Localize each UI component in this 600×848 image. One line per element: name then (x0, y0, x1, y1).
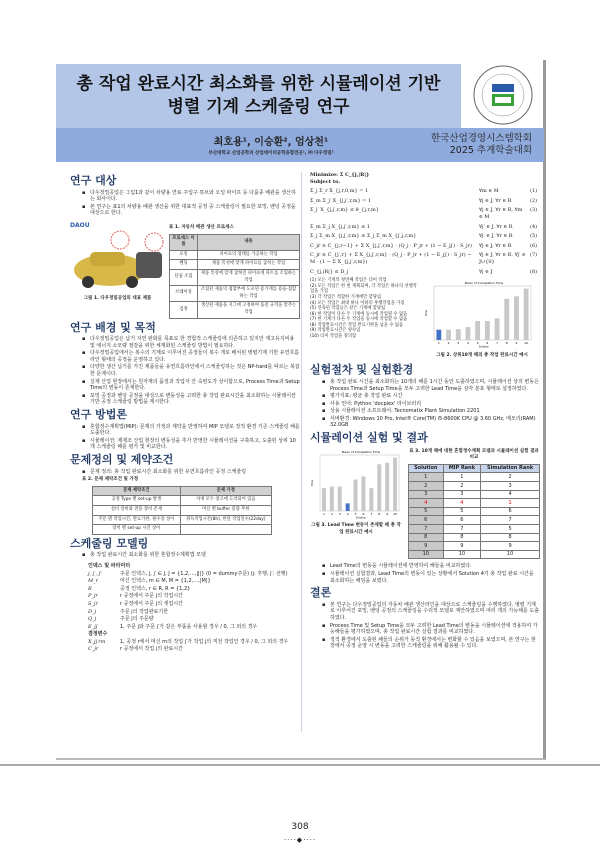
table-cell: 2 (481, 473, 540, 482)
left-column (70, 172, 300, 654)
parameter-row (88, 639, 300, 646)
table-cell: 브레이징 (170, 286, 198, 302)
section-heading: 실험절차 및 실험환경 (310, 363, 414, 377)
parameter-desc: 주문 j의 작업완료기한 (120, 608, 169, 615)
table-cell: 7 (409, 525, 444, 534)
x-tick-label: 4 (346, 511, 349, 516)
table-cell: 취득작업시간(8h), 한달 작업일수(22day) (180, 515, 271, 525)
bullet-list (82, 552, 300, 559)
poster-title (77, 73, 441, 119)
x-tick-label: 6 (362, 511, 365, 516)
bar (377, 464, 381, 511)
table-header: Simulation Rank (481, 464, 540, 473)
bar (504, 299, 509, 340)
x-axis-label: Solution (478, 345, 490, 349)
x-tick-label: 5 (354, 511, 357, 516)
chart-title: Mean of Completion Time (341, 449, 381, 454)
section-heading: 스케줄링 모델링 (70, 536, 149, 550)
bar (338, 486, 342, 510)
table-row (93, 525, 272, 535)
section-heading: 시뮬레이션 실험 및 결과 (310, 431, 428, 445)
table-3-caption: 표 3. 10개 해에 대한 혼합정수계획 모델과 시뮬레이션 실험 결과 비교 (409, 448, 539, 461)
x-tick-label: 7 (496, 341, 499, 346)
figure-2-caption: 그림 2. 상위10개 해의 총 작업 완료시간 예시 (436, 352, 528, 358)
table-2 (92, 486, 272, 535)
authors: 최호용¹, 이승환², 엄상천¹ (213, 137, 329, 148)
parameter-desc: 주문 인덱스, j, j′ ∈ J, J = {1,2,…,|J|} (0 = dummy주문) (j: 후행, j′: 선행) (120, 570, 288, 577)
constraint-note: (9) 작업완료시간은 양수임 (310, 328, 361, 334)
x-tick-label: 1 (322, 511, 325, 516)
x-tick-label: 3 (457, 341, 460, 346)
parameter-symbol: X_jj′rm (88, 638, 106, 645)
bullet-list (82, 469, 300, 476)
bullet-item: ▪ 정적 환경에서 도출된 해들의 순위가 동적 환경에서는 변화할 수 있음을 보였으며, 본 연구는 현장에서 공정 운영 시 변동을 고려한 스케줄링을 위해 활용될 수 있다. (322, 637, 540, 650)
table-row (409, 473, 540, 482)
table-row (409, 499, 540, 508)
bullet-item: ▪ 총 작업 완료시간 최소화를 위한 혼합정수계획법 모델 (82, 552, 300, 559)
parameter-symbol: Q_j (88, 616, 97, 623)
bullet-item: ▪ 총 작업 완료 시간을 최소화하는 10개의 해를 1시간 동안 도출하였으며, 시뮬레이션 상의 변동은 Process Time과 Setup Time을 모두 고려한 Lead Time을 삼각 분포 형태로 설정하였다. (322, 379, 540, 392)
chart-title: Mean of Completion Time (464, 281, 504, 286)
constraints (310, 188, 540, 275)
right-column (310, 172, 540, 651)
bullet-item: ▪ 본 연구는 표1의 차량용 배관 생산을 위한 대표적 공정 중 스케줄링이 필요한 포밍, 벤딩 공정을 대상으로 한다. (82, 204, 300, 217)
constraint-expr: Σ_j Σ_m X_{j,j′,r,m} ≤ Σ_j Σ_m X_{j′,j,r,m} (310, 233, 417, 240)
constraint-notes (310, 278, 420, 340)
constraint-expr: C_jr ≥ C_{j′,r} + Σ X_{j,j′,r,m} · (Q_j · P_jr + (1 − E_jj′) · S_jr) − M · (1 − Σ X_{j,j′,r,m}) (310, 252, 472, 265)
table-cell: 생산된 제품을 지그에 고정하여 품질 규격을 맞추는 작업 (198, 302, 300, 318)
x-tick-label: 9 (386, 511, 389, 516)
table-cell: 4 (409, 499, 444, 508)
table-cell: 9 (481, 542, 540, 551)
parameter-desc: 공정 인덱스, r ∈ R, R = {1,2} (120, 585, 191, 592)
bullet-item: ▪ 다우정밀공업에서는 복수의 기계로 이루어진 공정들이 복수 개로 배치된 병렬기계 기반 유연흐름라인 형태의 공정을 운영하고 있다. (82, 350, 300, 363)
constraint-domain: ∀j ∈ J, ∀r ∈ R, ∀m ∈ M (479, 207, 523, 220)
bullet-item: ▪ Lead Time의 변동을 시뮬레이션에 반영하여 해들을 비교하였다. (322, 563, 540, 570)
constraint-note: (8) 작업완료시간은 작업 완료기한을 넘을 수 없음 (310, 322, 404, 328)
x-tick-label: 8 (505, 341, 508, 346)
section-heading: 연구 방법론 (70, 408, 127, 422)
affiliation: 부산대학교 산업공학과 산업데이터공학융합전공¹, ㈜ 다우정밀² (208, 151, 334, 156)
constraint-domain: ∀j ∈ J (479, 268, 493, 275)
parameter-row (88, 571, 300, 578)
bar (436, 330, 441, 340)
section-heading: 연구 대상 (70, 174, 117, 187)
constraint-note: (2) 모든 작업은 한 번 계획되며, 각 작업은 하나의 선행작업을 가짐 (310, 283, 417, 295)
x-tick-label: 2 (330, 511, 333, 516)
university-seal-logo (464, 62, 542, 128)
constraint-expr: Σ_j′ X_{j,j′,r,m} ≤ θ_{j,r,m} (310, 207, 379, 214)
bar (354, 479, 358, 510)
constraint-domain: ∀j ∈ J, ∀r ∈ R, ∀j′ ∈ J∪{0} (479, 252, 526, 265)
parameter-symbol: M_r (88, 578, 99, 585)
parameter-desc: 1, 주문 j와 주문 j′가 같은 부품을 사용할 경우 / 0, 그 외의 경우 (120, 623, 258, 630)
bullet-item: ▪ 시뮬레이션 실험결과, Lead Time의 변동이 있는 상황에서 Solution 4가 총 작업 완료 시간을 최소화하는 해임을 보였다. (322, 571, 540, 584)
parameter-symbol: C_jr (88, 646, 99, 653)
section-heading: 연구 배경 및 목적 (70, 320, 156, 334)
parameter-row (88, 616, 300, 623)
bullet-item: ▪ Process Time 및 Setup Time을 모두 고려한 Lead Time의 변동을 시뮬레이션에 적용하여 가능해들을 평가하였으며, 총 작업 완료시간 실험 결과를 비교하였다. (322, 623, 540, 636)
table-2-caption: 표 2. 문제 제약조건 및 가정 (82, 477, 139, 483)
figure-1 (70, 223, 165, 319)
table-cell: 1 (409, 473, 444, 482)
constraint-expr: Σ_m Σ_j X_{j,j′,r,m} ≤ 1 (310, 223, 371, 230)
table-cell: 5 (409, 507, 444, 516)
table-1 (169, 234, 300, 319)
bar (385, 462, 389, 510)
table-header: 프로세스 이름 (170, 234, 198, 250)
bullet-item: ▪ 다우정밀공업은 그림1과 같이 차량용 연료 주입구 튜브와 오일 파이프 등 다품종 배관을 생산하는 회사이다. (82, 190, 300, 203)
bullet-list (322, 379, 540, 429)
constraint-domain: ∀j′ ∈ J, ∀r ∈ R (479, 223, 513, 230)
table-header: 문제 가정 (180, 486, 271, 496)
figure-2-chart (424, 278, 534, 348)
table-header: MIP Rank (443, 464, 481, 473)
bar (475, 321, 480, 340)
figure-3-chart (310, 447, 402, 519)
table-row (93, 496, 272, 506)
table-cell: 8 (443, 533, 481, 542)
parameter-row (88, 593, 300, 600)
parameter-symbol: j, j′, j″ (88, 570, 103, 577)
bullet-item: ▪ 다우정밀공업은 납기 지연 완화를 목표로 한 경험적 스케줄링에 의존하고 있지만 재고유지비용 및 에너지 소모량 절감을 위한 체계화된 스케줄링 방법이 필요하다. (82, 336, 300, 349)
constraint-number: (4) (530, 223, 538, 230)
table-row (409, 542, 540, 551)
bullet-item: ▪ 문제 정의: 총 작업 완료시간 최소화를 위한 유연흐름라인 공정 스케줄링 (82, 469, 300, 476)
constraint-domain: ∀j′ ∈ J, ∀r ∈ R (479, 233, 513, 240)
bar (514, 296, 519, 340)
table-row (409, 516, 540, 525)
constraint-expr: Σ_j Σ_r X_{j,r,0,m} = 1 (310, 188, 369, 195)
constraint-number: (1) (530, 188, 538, 195)
table-cell: 2 (409, 482, 444, 491)
bar (330, 486, 334, 510)
bullet-item: ▪ 상용 시뮬레이션 소프트웨어: Tecnomatix Plant Simulation 2201 (322, 408, 540, 415)
x-tick-label: 5 (476, 341, 479, 346)
constraint-expr: C_jr ≥ C_{j,r−1} + Σ X_{j,j′,r,m} · (Q_j · P_jr + (1 − E_jj′) · S_jr) (310, 242, 472, 249)
table-cell: 포밍 (170, 250, 198, 260)
conference-event: 2025 추계학술대회 (449, 145, 532, 156)
bar (495, 319, 500, 341)
poster (56, 60, 546, 760)
x-axis-label: Solution (355, 516, 367, 519)
parameter-symbol: D_j (88, 608, 97, 615)
constraint-number: (3) (530, 207, 538, 214)
parameter-desc: r 공정에서 작업 j의 완료시간 (120, 646, 183, 653)
table-row (409, 525, 540, 534)
table-row (409, 533, 540, 542)
table-cell: 6 (409, 516, 444, 525)
constraint-number: (2) (530, 197, 538, 204)
bar (524, 289, 529, 340)
constraint-note: (1) 모든 기계의 첫번째 작업은 더미 작업 (310, 278, 387, 284)
objective: Minimize: Σ C_{j,|R|} (310, 172, 370, 178)
table-row (170, 260, 300, 270)
table-cell: 3 (409, 490, 444, 499)
table-cell: 자재 모두 창고에 도착되어 있음 (180, 496, 271, 506)
constraint-row (310, 188, 540, 195)
bullet-item: ▪ 혼합정수계획법(MIP): 문제의 가정과 제약을 반영하여 MIP 모델로 정적 환경 기준 스케줄링 해를 도출한다. (82, 424, 300, 437)
table-row (170, 286, 300, 302)
table-cell: 5 (443, 507, 481, 516)
footer-rule (0, 764, 600, 766)
parameter-row (88, 586, 300, 593)
bar (456, 329, 461, 340)
parameter-row (88, 609, 300, 616)
table-cell: 7 (481, 516, 540, 525)
table-cell (180, 525, 271, 535)
bar (322, 488, 326, 511)
table-row (93, 515, 272, 525)
bar (466, 327, 471, 340)
bar (361, 476, 365, 511)
table-cell: 9 (443, 542, 481, 551)
y-axis-label: Time (425, 310, 428, 317)
table-row (170, 302, 300, 318)
constraint-row (310, 243, 540, 250)
title-band (56, 64, 461, 128)
table-cell: 설비 장비와 전용 장비 존재 (93, 505, 181, 515)
constraint-number: (8) (530, 268, 538, 275)
table-row (409, 507, 540, 516)
section-heading: 결론 (310, 586, 332, 600)
constraint-note: (6) 한 작업이 다른 두 기계에 동시에 작업될 수 없음 (310, 311, 408, 317)
table-cell: 3 (443, 490, 481, 499)
bar (485, 321, 490, 340)
table-cell: 조립된 제품의 접합부에 도포된 용가재를 용융·접합하는 작업 (198, 286, 300, 302)
x-tick-label: 9 (515, 341, 518, 346)
table-cell: 7 (443, 525, 481, 534)
table-header: Solution (409, 464, 444, 473)
subject-to: Subject to. (310, 178, 341, 185)
daou-brand: DAOU (70, 221, 90, 229)
y-axis-label: Time (311, 479, 314, 486)
parameter-row (88, 646, 300, 653)
params-title: 인덱스 및 파라미터 (88, 562, 131, 569)
x-tick-label: 8 (378, 511, 381, 516)
figure-3-caption: 그림 3. Lead Time 변동이 존재할 때 총 작업 완료시간 예시 (311, 523, 401, 535)
author-band (56, 128, 544, 162)
parameter-symbol: S_jr (88, 600, 98, 607)
table-cell: 10 (443, 550, 481, 559)
constraint-note: (5) 연속된 작업들은 같은 기계에 할당됨 (310, 306, 386, 312)
table-cell: 벤딩 (170, 260, 198, 270)
x-tick-label: 10 (393, 511, 397, 516)
constraint-domain: ∀j ∈ J, ∀r ∈ R (479, 242, 512, 249)
bullet-item: ▪ 포밍 공정과 벤딩 공정을 대상으로 변동성을 고려한 총 작업 완료시간을 최소화하는 시뮬레이션 기반 공정 스케줄링 방법을 제시한다. (82, 393, 300, 406)
column-divider (301, 172, 302, 732)
table-row (409, 482, 540, 491)
bullet-list (82, 424, 300, 451)
table-row (409, 490, 540, 499)
table-cell: 10 (481, 550, 540, 559)
bullet-list (82, 190, 300, 217)
bullet-item: ▪ 본 연구는 다우정밀공업의 자동차 배관 생산라인을 대상으로 스케줄링을 수행하였다. 병렬 기계로 이루어진 포밍, 벤딩 공정의 스케줄링을 수리적 모델로 제안하였으며 여러 개의 가능해를 도출하였다. (322, 602, 540, 622)
bullet-item: ▪ 서버환경: Windows 10 Pro, Intel® Core(TM) i5-8600K CPU @ 3.60 GHz, 메모리(RAM) 32.0GB (322, 416, 540, 429)
constraint-row (310, 224, 540, 231)
table-3 (408, 464, 540, 560)
constraint-number: (6) (530, 242, 538, 249)
x-tick-label: 4 (466, 341, 469, 346)
table-header: 내용 (198, 234, 300, 250)
table-header: 문제 제약조건 (93, 486, 181, 496)
title-line-2: 병렬 기계 스케줄링 연구 (167, 97, 350, 117)
table-row (409, 550, 540, 559)
constraint-expr: Σ_m Σ_j′ X_{j,j′,r,m} = 1 (310, 197, 372, 204)
parameter-desc: r 공정에서 주문 j의 셋업시간 (120, 600, 183, 607)
bar (369, 488, 373, 511)
bar (393, 457, 397, 510)
constraint-row (310, 233, 540, 240)
figure-1-caption: 그림 1. 다우정밀공업의 대표 제품 (83, 296, 152, 302)
parameter-row (88, 624, 300, 631)
table-cell: 1 (443, 473, 481, 482)
table-cell: 머신 별 buffer 용량 무한 (180, 505, 271, 515)
constraint-number: (7) (530, 252, 538, 259)
bullet-list (322, 563, 540, 584)
parameter-desc: 1, 공정 r에서 머신 m의 작업 j′가 작업 j의 직전 작업인 경우 / 0, 그 외의 경우 (120, 638, 289, 645)
table-cell: 2 (443, 482, 481, 491)
constraint-row (310, 198, 540, 205)
table-cell: 1 (481, 499, 540, 508)
table-cell: 제품 특성에 맞게 파이프를 굽히는 작업 (198, 260, 300, 270)
x-tick-label: 1 (437, 341, 440, 346)
bullet-item: ▪ 시뮬레이션: 제제조 산업 현장의 변동성을 추가 반영한 시뮬레이션을 구축하고, 도출된 상위 10개 스케줄링 해를 평가 및 비교한다. (82, 438, 300, 451)
table-cell: 제품 특성에 맞게 굽혀진 파이프에 파트를 조립하는 작업 (198, 269, 300, 285)
table-cell: 단품 조립 (170, 269, 198, 285)
table-cell: 6 (481, 507, 540, 516)
constraint-row (310, 269, 540, 276)
table-cell: 5 (481, 525, 540, 534)
parameter-list (88, 563, 300, 653)
decision-title: 결정변수 (88, 631, 108, 638)
constraint-domain: ∀m ∈ M (479, 188, 499, 195)
constraint-row (310, 207, 540, 220)
parameter-desc: 주문 j의 주문량 (120, 616, 154, 623)
table-1-caption: 표 1. 자동차 배관 생산 프로세스 (169, 224, 234, 230)
constraint-note: (4) 모든 작업은 최대 하나 이하의 후행작업을 가짐 (310, 300, 405, 306)
x-tick-label: 10 (524, 341, 529, 346)
constraint-domain: ∀j ∈ J, ∀r ∈ R (479, 197, 512, 204)
constraint-note: (10) 더미 작업을 정의함 (310, 334, 357, 340)
parameter-row (88, 601, 300, 608)
table-row (170, 250, 300, 260)
parameter-symbol: R (88, 585, 92, 592)
table-cell: 8 (409, 533, 444, 542)
table-cell: 10 (409, 550, 444, 559)
x-tick-label: 7 (370, 511, 373, 516)
table-cell: 8 (481, 533, 540, 542)
parameter-desc: r 공정에서 주문 j의 작업시간 (120, 593, 183, 600)
parameter-desc: 머신 인덱스, m ∈ M, M = {1,2,…,|M|} (120, 578, 211, 585)
car-engine-image (70, 230, 165, 292)
table-row (170, 269, 300, 285)
table-cell: 4 (443, 499, 481, 508)
constraint-number: (5) (530, 233, 538, 240)
table-cell: 검정 (170, 302, 198, 318)
table-cell: 장비 별 set-up 시간 상이 (93, 525, 181, 535)
table-cell: 4 (481, 490, 540, 499)
table-cell: 3 (481, 482, 540, 491)
bullet-item: ▪ 다양한 생산 납기를 가진 제품들을 유연흐름라인에서 스케줄링하는 것은 NP-hard를 따르는 복잡한 문제이다. (82, 364, 300, 377)
bar (446, 330, 451, 340)
bullet-item: ▪ 평가지표: 평균 총 작업 완료 시간 (322, 393, 540, 400)
parameter-symbol: E_jj′ (88, 623, 99, 630)
page-number: 308 (291, 822, 309, 832)
bullet-item: ▪ 사용 언어: Python 'docplex' 라이브러리 (322, 401, 540, 408)
table-cell: 공정 Type 별 set-up 발생 (93, 496, 181, 506)
conference (431, 133, 532, 157)
x-tick-label: 6 (486, 341, 489, 346)
bullet-list (322, 602, 540, 650)
title-line-1: 총 작업 완료시간 최소화를 위한 시뮬레이션 기반 (76, 74, 441, 94)
bullet-list (82, 336, 300, 406)
table-cell: 주문 별 작업시간, 완료기한, 필수장 상이 (93, 515, 181, 525)
table-cell: 9 (409, 542, 444, 551)
conference-name: 한국산업경영시스템학회 (431, 133, 532, 144)
x-tick-label: 2 (447, 341, 450, 346)
bullet-item: ▪ 실제 산업 현장에서는 원자재의 품질과 작업자 간 숙련도가 상이함으로, Process Time과 Setup Time의 변동이 존재한다. (82, 379, 300, 392)
constraint-row (310, 252, 540, 265)
parameter-row (88, 578, 300, 585)
constraint-note: (3) 각 작업은 적합한 기계에만 할당됨 (310, 294, 382, 300)
section-heading: 문제정의 및 제약조건 (70, 453, 174, 466)
constraint-note: (7) 한 기계가 다른 두 작업을 동시에 작업할 수 없음 (310, 317, 408, 323)
page-ornament: ····◆···· (283, 836, 317, 844)
table-cell: 파이프의 형태를 가공하는 작업 (198, 250, 300, 260)
constraint-expr: C_{j,|R|} ≤ D_j (310, 268, 349, 275)
table-row (93, 505, 272, 515)
x-tick-label: 3 (338, 511, 341, 516)
bar (346, 503, 350, 511)
parameter-symbol: P_jr (88, 593, 98, 600)
table-cell: 6 (443, 516, 481, 525)
